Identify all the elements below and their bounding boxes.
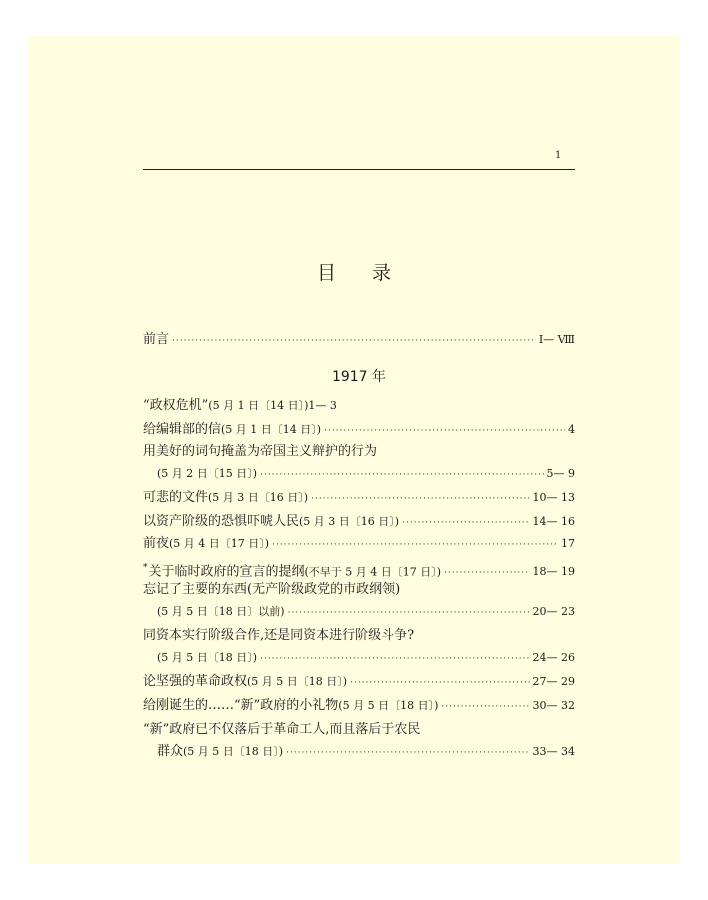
toc-entry[interactable] [143, 514, 575, 531]
entry-date: (5 月 2 日〔15 日〕) [157, 467, 258, 480]
toc-entry-continuation[interactable] [157, 466, 575, 483]
leader-dots [402, 515, 529, 531]
leader-dots [260, 651, 529, 667]
entry-title: 忘记了主要的东西(无产阶级政党的市政纲领) [143, 582, 401, 597]
toc-entry-continuation[interactable] [157, 650, 575, 667]
toc-entry[interactable] [143, 674, 575, 691]
entry-pages: 18— 19 [532, 565, 575, 579]
leader-dots [311, 491, 529, 507]
leader-dots [444, 565, 529, 581]
leader-dots [288, 605, 530, 621]
toc-entry[interactable] [143, 698, 575, 715]
toc-entry[interactable] [143, 560, 575, 581]
entry-title: 前言 [143, 332, 170, 347]
toc-entry-continuation[interactable] [157, 604, 575, 621]
leader-dots [272, 537, 558, 553]
entry-pages: 10— 13 [532, 491, 575, 504]
entry-pages: 20— 23 [532, 605, 575, 618]
entry-title: 群众 [157, 744, 184, 759]
leader-dots [172, 333, 536, 349]
leader-dots [441, 699, 529, 715]
toc-title-char-2: 录 [372, 262, 392, 284]
entry-date: (5 月 5 日〔18 日〕) [247, 675, 348, 688]
toc-entry[interactable] [143, 398, 575, 414]
entry-date: (5 月 5 日〔18 日〕) [338, 699, 439, 712]
entry-title: 可悲的文件 [143, 490, 209, 505]
toc-entry[interactable] [143, 628, 575, 644]
toc-title [0, 258, 708, 285]
toc-entry[interactable] [143, 582, 575, 598]
entry-pages: 14— 16 [532, 515, 575, 528]
entry-date: (5 月 4 日〔17 日〕) [169, 537, 270, 550]
entry-title: 论坚强的革命政权 [143, 674, 248, 689]
entry-title: “政权危机” [143, 398, 209, 413]
entry-pages: 17 [561, 537, 575, 550]
year-heading: 1917 年 [331, 369, 387, 385]
toc-entry[interactable] [143, 422, 575, 439]
entry-pages: 5— 9 [546, 467, 575, 480]
toc-entry-continuation[interactable] [157, 744, 575, 761]
entry-pages: Ⅰ— Ⅷ [538, 333, 575, 346]
entry-date: (5 月 3 日〔16 日〕) [208, 491, 309, 504]
entry-date: (5 月 5 日〔18 日〕) [157, 651, 258, 664]
leader-dots [260, 467, 543, 483]
asterisk-mark: * [143, 563, 148, 573]
entry-title: 给刚诞生的……“新”政府的小礼物 [143, 698, 339, 713]
toc-entry[interactable] [143, 490, 575, 507]
entry-title: 以资产阶级的恐惧吓唬人民 [143, 514, 300, 529]
toc-entry[interactable] [143, 722, 575, 738]
header-rule [143, 169, 575, 170]
leader-dots [324, 423, 565, 439]
entry-pages: 24— 26 [532, 651, 575, 664]
entry-title: 给编辑部的信 [143, 422, 222, 437]
entry-pages: 33— 34 [532, 745, 575, 758]
page-number: 1 [555, 150, 562, 161]
entry-date: (5 月 1 日〔14 日〕) [221, 423, 322, 436]
entry-date: (5 月 3 日〔16 日〕) [299, 515, 400, 528]
entry-title: “新”政府已不仅落后于革命工人,而且落后于农民 [143, 722, 421, 737]
entry-pages: 27— 29 [532, 675, 575, 688]
entry-title: 用美好的词句掩盖为帝国主义辩护的行为 [143, 444, 378, 459]
entry-pages: 4 [568, 423, 575, 436]
entry-title: 同资本实行阶级合作,还是同资本进行阶级斗争? [143, 628, 415, 643]
toc-entry[interactable] [143, 444, 575, 460]
toc-title-char-1: 目 [316, 262, 336, 284]
entry-date: (不早于 5 月 4 日〔17 日〕) [304, 565, 442, 579]
leader-dots [350, 675, 529, 691]
entry-date: (5 月 5 日〔18 日〕) [183, 745, 284, 758]
entry-title: 前夜 [143, 536, 170, 551]
leader-dots [286, 745, 529, 761]
toc-entry-preface[interactable] [143, 332, 575, 349]
entry-title: 关于临时政府的宣言的提纲 [148, 564, 305, 580]
entry-date: (5 月 5 日〔18 日〕以前) [157, 605, 285, 618]
toc-entry[interactable] [143, 536, 575, 553]
entry-date: (5 月 1 日〔14 日〕)1— 3 [208, 399, 337, 412]
entry-pages: 30— 32 [532, 699, 575, 712]
